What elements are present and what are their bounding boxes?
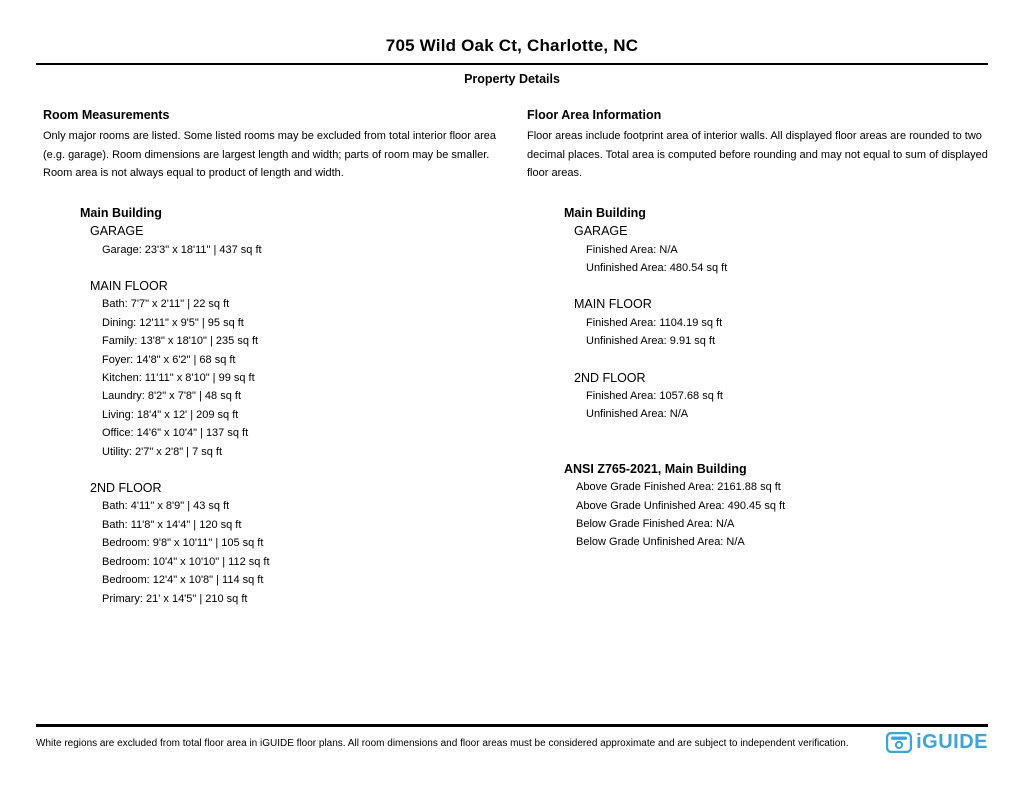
floor-group xyxy=(564,222,988,277)
room-measurement: Bedroom: 12'4" x 10'8" | 114 sq ft xyxy=(102,574,264,587)
footer-divider xyxy=(36,724,988,727)
ansi-area-line: Above Grade Unfinished Area: 490.45 sq ft xyxy=(576,499,786,512)
room-measurement: Kitchen: 11'11" x 8'10" | 99 sq ft xyxy=(102,372,255,385)
floor-area-line: Unfinished Area: 480.54 sq ft xyxy=(586,262,728,274)
room-measurement: Office: 14'6" x 10'4" | 137 sq ft xyxy=(102,427,249,440)
page-subtitle: Property Details xyxy=(464,72,560,86)
floor-group xyxy=(80,479,512,608)
room-measurement: Utility: 2'7" x 2'8" | 7 sq ft xyxy=(102,445,223,458)
ansi-line-list xyxy=(564,478,988,552)
room-measurements-description: Only major rooms are listed. Some listed rooms may be excluded from total interior floor area (e.g. garage). Room dimensions are largest length and width; parts of room may be smaller. Room area is not always equal to product of length and width. xyxy=(43,130,497,180)
building-name: Main Building xyxy=(80,205,162,220)
floor-name: 2ND FLOOR xyxy=(90,481,162,496)
room-measurements-section xyxy=(36,107,512,608)
header-divider xyxy=(36,63,988,65)
room-measurement: Foyer: 14'8" x 6'2" | 68 sq ft xyxy=(102,353,236,366)
floor-group xyxy=(564,295,988,350)
page-header xyxy=(0,0,1024,87)
room-measurement: Bath: 11'8" x 14'4" | 120 sq ft xyxy=(102,518,242,531)
room-measurements-heading: Room Measurements xyxy=(43,108,170,122)
floor-area-floor-list xyxy=(564,222,988,424)
page-footer xyxy=(36,724,988,753)
building-name: Main Building xyxy=(564,205,646,220)
ansi-area-line: Above Grade Finished Area: 2161.88 sq ft xyxy=(576,481,781,494)
room-measurement: Dining: 12'11" x 9'5" | 95 sq ft xyxy=(102,316,244,329)
floor-group xyxy=(80,277,512,461)
room-measurements-floor-list xyxy=(80,222,512,608)
room-measurement: Bedroom: 9'8" x 10'11" | 105 sq ft xyxy=(102,537,264,550)
floor-area-line: Finished Area: 1057.68 sq ft xyxy=(586,390,723,403)
floor-area-description: Floor areas include footprint area of interior walls. All displayed floor areas are rounded to two decimal places. Total area is computed before rounding and may not equal to sum of displayed floor areas. xyxy=(527,130,988,180)
footer-disclaimer: White regions are excluded from total floor area in iGUIDE floor plans. All room dimensions and floor areas must be considered approximate and are subject to independent verification. xyxy=(36,738,849,749)
room-measurement: Primary: 21' x 14'5" | 210 sq ft xyxy=(102,592,248,605)
floor-area-line: Unfinished Area: N/A xyxy=(586,408,689,421)
floor-group xyxy=(564,369,988,424)
iguide-logo-text: iGUIDE xyxy=(916,731,988,753)
content-columns xyxy=(36,107,988,608)
room-measurement: Garage: 23'3" x 18'11" | 437 sq ft xyxy=(102,243,262,256)
room-measurement: Bath: 7'7" x 2'11" | 22 sq ft xyxy=(102,298,230,311)
ansi-heading: ANSI Z765-2021, Main Building xyxy=(564,461,747,476)
floor-area-section xyxy=(512,107,988,608)
floor-name: 2ND FLOOR xyxy=(574,370,646,385)
page-title: 705 Wild Oak Ct, Charlotte, NC xyxy=(385,36,639,55)
floor-area-line: Finished Area: N/A xyxy=(586,243,678,256)
room-measurement: Family: 13'8" x 18'10" | 235 sq ft xyxy=(102,335,259,348)
room-measurements-building xyxy=(43,204,512,608)
floor-name: GARAGE xyxy=(90,224,144,239)
floor-area-line: Finished Area: 1104.19 sq ft xyxy=(586,316,723,329)
floor-area-line: Unfinished Area: 9.91 sq ft xyxy=(586,335,716,348)
room-measurement: Bath: 4'11" x 8'9" | 43 sq ft xyxy=(102,500,230,513)
room-measurement: Bedroom: 10'4" x 10'10" | 112 sq ft xyxy=(102,555,270,568)
floor-area-building xyxy=(527,204,988,424)
ansi-summary xyxy=(527,460,988,552)
floor-name: MAIN FLOOR xyxy=(90,279,168,293)
iguide-logo xyxy=(886,731,988,753)
iguide-camera-icon xyxy=(886,732,912,753)
floor-area-heading: Floor Area Information xyxy=(527,108,662,122)
ansi-area-line: Below Grade Finished Area: N/A xyxy=(576,518,735,531)
room-measurement: Living: 18'4" x 12' | 209 sq ft xyxy=(102,408,239,421)
ansi-area-line: Below Grade Unfinished Area: N/A xyxy=(576,536,745,549)
floor-name: GARAGE xyxy=(574,224,628,239)
room-measurement: Laundry: 8'2" x 7'8" | 48 sq ft xyxy=(102,390,242,403)
floor-group xyxy=(80,222,512,259)
floor-name: MAIN FLOOR xyxy=(574,297,652,312)
